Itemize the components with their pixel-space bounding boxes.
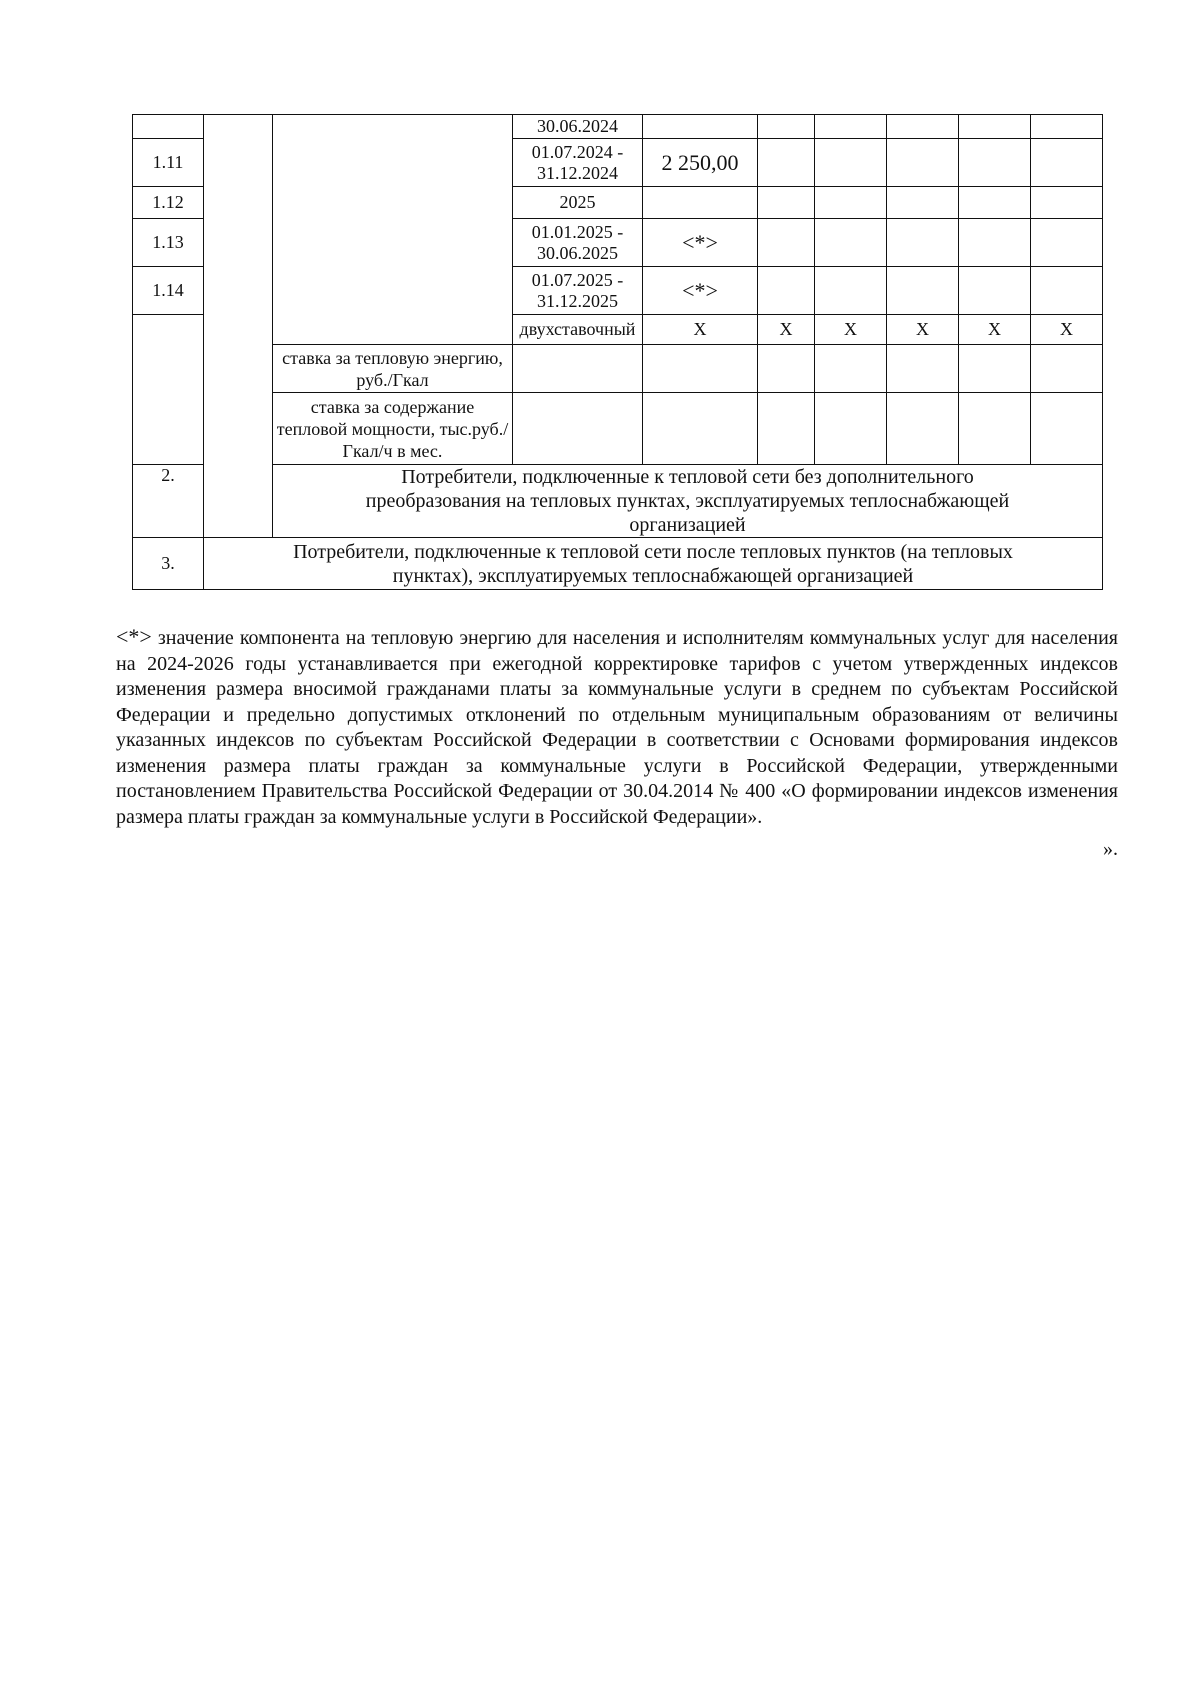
capacity-rate-label: ставка за содержание тепловой мощности, тыс.руб./Гкал/ч в мес. (273, 393, 513, 465)
closing-quote: ». (1103, 838, 1118, 860)
row-number (133, 115, 204, 139)
energy-rate-label: ставка за тепловую энергию, руб./Гкал (273, 345, 513, 393)
value-cell: 2 250,00 (643, 139, 758, 187)
section-number: 2. (133, 465, 204, 538)
mark-cell: X (887, 315, 959, 345)
table-row (133, 465, 1103, 538)
period-cell: 01.07.2024 - 31.12.2024 (513, 139, 643, 187)
footnote (116, 624, 1118, 830)
row-number (133, 315, 204, 465)
mark-cell: X (643, 315, 758, 345)
period-cell: 30.06.2024 (513, 115, 643, 139)
row-number: 1.11 (133, 139, 204, 187)
table-row (133, 115, 1103, 139)
value-cell: <*> (643, 267, 758, 315)
row-number: 1.13 (133, 219, 204, 267)
section-text: Потребители, подключенные к тепловой сети после тепловых пунктов (на тепловых пунктах), эксплуатируемых теплоснабжающей организацией (204, 538, 1103, 590)
mark-cell: X (758, 315, 815, 345)
period-cell: 01.01.2025 - 30.06.2025 (513, 219, 643, 267)
merged-empty-cell (204, 115, 273, 538)
row-number: 1.12 (133, 187, 204, 219)
rate-type-label: двухставочный (513, 315, 643, 345)
table-row (133, 345, 1103, 393)
value-cell (643, 115, 758, 139)
footnote-symbol: <*> (116, 624, 152, 649)
mark-cell: X (1031, 315, 1103, 345)
row-number: 1.14 (133, 267, 204, 315)
value-cell (643, 187, 758, 219)
merged-empty-cell (273, 115, 513, 345)
period-cell: 2025 (513, 187, 643, 219)
table-row (133, 538, 1103, 590)
value-cell: <*> (643, 219, 758, 267)
footnote-text: значение компонента на тепловую энергию для населения и исполнителям коммунальных услуг для населения на 2024-2026 годы устанавливается при ежегодной корректировке тарифов с учетом утвержденных индексов изменения размера вносимой гражданами платы за коммунальные услуги в среднем по субъектам Российской Федерации и предельно допустимых отклонений по отдельным муниципальным образованиям от величины указанных индексов по субъектам Российской Федерации в соответствии с Основами формирования индексов изменения размера платы граждан за коммунальные услуги в Российской Федерации, утвержденными постановлением Правительства Российской Федерации от 30.04.2014 № 400 «О формировании индексов изменения размера платы граждан за коммунальные услуги в Российской Федерации». (116, 627, 1118, 828)
table-row (133, 393, 1103, 465)
tariff-table (132, 114, 1103, 590)
section-text: Потребители, подключенные к тепловой сети без дополнительного преобразования на тепловых пунктах, эксплуатируемых теплоснабжающей организацией (273, 465, 1103, 538)
mark-cell: X (815, 315, 887, 345)
mark-cell: X (959, 315, 1031, 345)
period-cell: 01.07.2025 - 31.12.2025 (513, 267, 643, 315)
section-number: 3. (133, 538, 204, 590)
